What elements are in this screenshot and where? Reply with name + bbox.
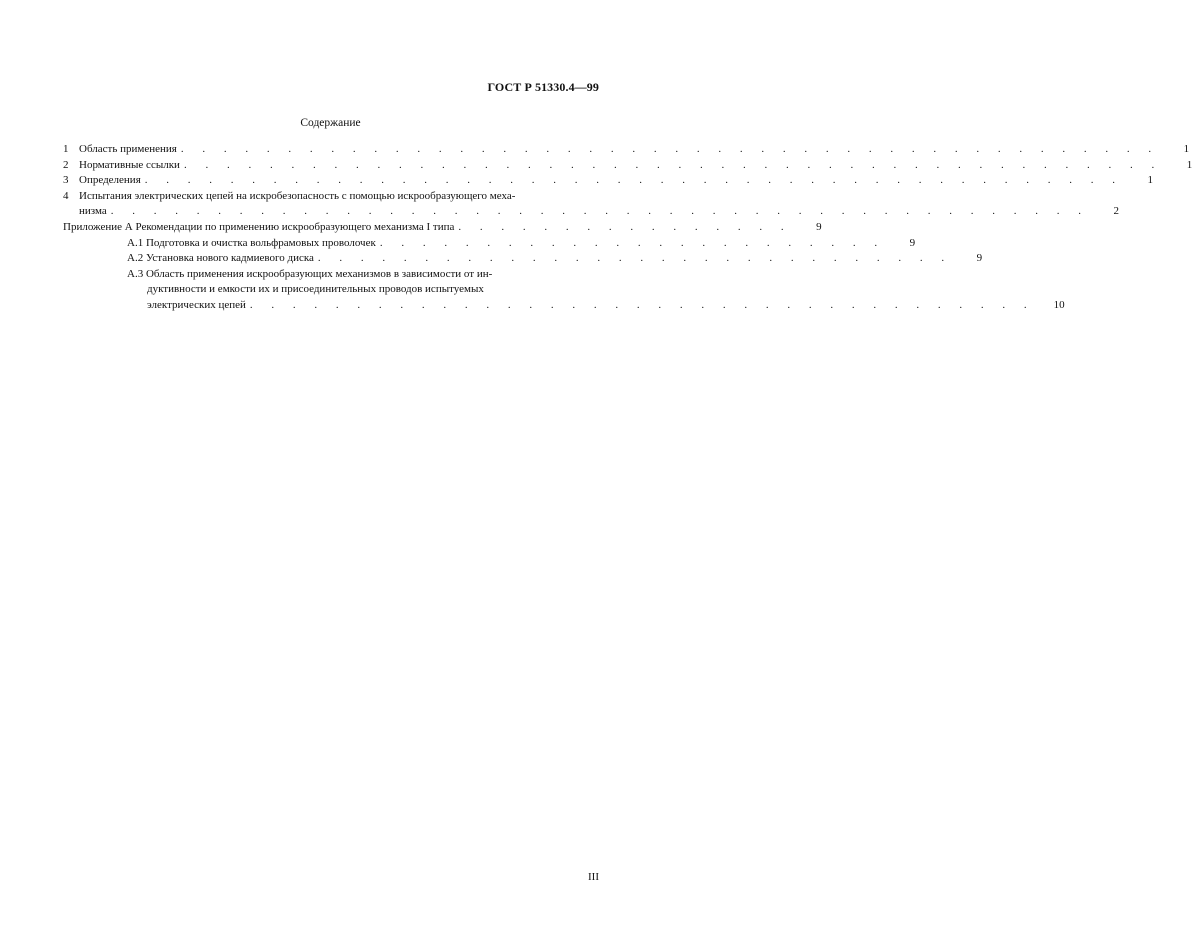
toc-item-page: 1 <box>1186 158 1192 171</box>
toc-item-a3-line1[interactable] <box>63 267 599 283</box>
toc-item-label: А.1 Подготовка и очистка вольфрамовых проволочек <box>127 236 376 249</box>
toc-item-a1[interactable] <box>63 236 916 252</box>
toc-item-page: 1 <box>1183 143 1190 155</box>
toc-item-page: 9 <box>909 236 916 249</box>
toc-item-4-line1[interactable] <box>63 189 599 205</box>
toc-item-a3-line3[interactable] <box>63 298 1065 314</box>
toc-item-2[interactable] <box>63 158 1192 174</box>
toc-item-page: 9 <box>816 220 822 233</box>
toc-item-page: 9 <box>976 252 983 265</box>
toc-item-number: 1 <box>63 143 69 155</box>
toc-item-label: Нормативные ссылки <box>79 158 180 171</box>
toc-item-label: Приложение А Рекомендации по применению искрообразующего механизма I типа <box>63 220 455 233</box>
toc-item-number: 2 <box>63 158 69 171</box>
page-number: III <box>588 871 599 883</box>
toc-item-label: Испытания электрических цепей на искробезопасность с помощью искрообразующего меха- <box>79 189 516 202</box>
toc-appendix-a[interactable] <box>63 220 822 236</box>
toc-item-number: 3 <box>63 174 69 187</box>
toc-title: Содержание <box>300 117 361 129</box>
toc-item-page: 2 <box>1113 205 1119 218</box>
leader-dots: . . . . . . . . . . . . . . . . <box>458 220 792 233</box>
toc-item-label-continued: низма <box>79 205 107 218</box>
leader-dots: . . . . . . . . . . . . . . . . . . . . . . . . <box>379 236 886 249</box>
toc-item-a2[interactable] <box>63 251 983 267</box>
toc-item-3[interactable] <box>63 173 1154 189</box>
leader-dots: . . . . . . . . . . . . . . . . . . . . . . . . . . . . . . <box>317 252 953 265</box>
leader-dots: . . . . . . . . . . . . . . . . . . . . . . . . . . . . . . . . . . . . . . . . . . . . . . <box>144 174 1124 187</box>
toc-item-label: А.2 Установка нового кадмиевого диска <box>127 252 314 265</box>
toc-item-4-line2[interactable] <box>63 204 1119 220</box>
toc-item-1[interactable] <box>63 142 1190 158</box>
leader-dots: . . . . . . . . . . . . . . . . . . . . . . . . . . . . . . . . . . . . . . . . . . . . . . <box>183 158 1163 171</box>
toc-item-number: 4 <box>63 189 69 202</box>
leader-dots: . . . . . . . . . . . . . . . . . . . . . . . . . . . . . . . . . . . . . . . . . . . . . . <box>110 205 1089 218</box>
table-of-contents <box>63 142 1192 314</box>
leader-dots: . . . . . . . . . . . . . . . . . . . . . . . . . . . . . . . . . . . . . . . . . . . . . . <box>180 143 1160 155</box>
document-code: ГОСТ Р 51330.4—99 <box>487 80 599 94</box>
toc-item-page: 10 <box>1053 298 1065 311</box>
toc-item-label: А.3 Область применения искрообразующих механизмов в зависимости от ин- <box>127 267 493 280</box>
toc-item-page: 1 <box>1147 174 1154 187</box>
toc-item-label-continued: дуктивности и емкости их и присоединительных проводов испытуемых <box>147 283 484 296</box>
leader-dots: . . . . . . . . . . . . . . . . . . . . . . . . . . . . . . . . . . . . . <box>249 298 1035 311</box>
toc-item-label: Определения <box>79 174 141 187</box>
toc-item-label: Область применения <box>79 143 177 155</box>
toc-item-label-continued: электрических цепей <box>147 298 246 311</box>
toc-item-a3-line2[interactable] <box>63 282 599 298</box>
